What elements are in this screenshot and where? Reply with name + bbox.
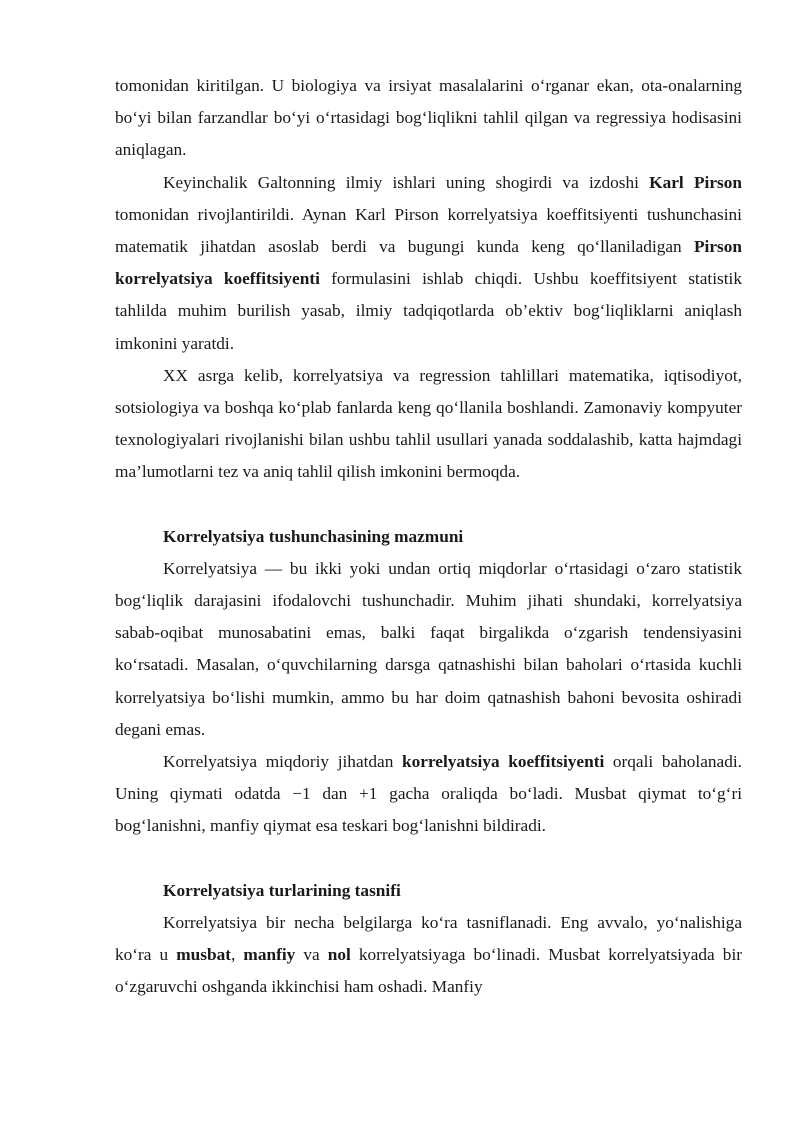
bold-term-pirson-coefficient: Pirson korrelyatsiya koeffitsiyenti: [115, 237, 742, 289]
bold-term-coefficient: korrelyatsiya koeffitsiyenti: [402, 752, 605, 772]
text-run: va: [295, 945, 328, 965]
bold-term-karl-pirson: Karl Pirson: [649, 172, 742, 192]
text-run: ,: [231, 945, 244, 965]
text-run: tomonidan rivojlantirildi. Aynan Karl Pirson korrelyatsiya koeffitsiyenti tushunchasini matematik jihatdan asoslab berdi va bugungi kunda keng qo‘llaniladigan: [115, 204, 742, 257]
section-heading-classification: Korrelyatsiya turlarining tasnifi: [163, 880, 401, 900]
text-run: formulasini ishlab chiqdi. Ushbu koeffitsiyent statistik tahlilda muhim burilish yasab, ilmiy tadqiqotlarda ob’ektiv bog‘liqliklarni aniqlash imkonini yaratdi.: [115, 269, 742, 353]
text-run: Keyinchalik Galtonning ilmiy ishlari uning shogirdi va izdoshi: [163, 172, 650, 192]
bold-term-positive: musbat: [176, 945, 232, 965]
paragraph-classification: [115, 907, 742, 1004]
text-run: orqali baholanadi. Uning qiymati odatda −1 dan +1 gacha oraliqda bo‘ladi. Musbat qiymat to‘g‘ri bog‘lanishni, manfiy qiymat esa teskari bog‘lanishni bildiradi.: [115, 752, 742, 836]
text-run: Korrelyatsiya bir necha belgilarga ko‘ra tasniflanadi. Eng avvalo, yo‘nalishiga ko‘ra u: [115, 912, 742, 965]
text-run: Korrelyatsiya miqdoriy jihatdan: [163, 752, 403, 772]
bold-term-negative: manfiy: [243, 945, 296, 965]
text-run: korrelyatsiyaga bo‘linadi. Musbat korrelyatsiyada bir o‘zgaruvchi oshganda ikkinchisi ham oshadi. Manfiy: [115, 945, 743, 997]
paragraph-galton-regression: tomonidan kiritilgan. U biologiya va irsiyat masalalarini o‘rganar ekan, ota-onalarning bo‘yi bilan farzandlar bo‘yi o‘rtasidagi bog‘liqlikni tahlil qilgan va regressiya hodisasini aniqlagan.: [115, 76, 742, 160]
paragraph-twentieth-century: XX asrga kelib, korrelyatsiya va regression tahlillari matematika, iqtisodiyot, sotsiologiya va boshqa ko‘plab fanlarda keng qo‘llanila boshlandi. Zamonaviy kompyuter texnologiyalari rivojlanishi bilan ushbu tahlil usullari yanada soddalashib, katta hajmdagi ma’lumotlarni tez va aniq tahlil qilish imkonini bermoqda.: [115, 365, 742, 482]
paragraph-karl-pirson: [115, 167, 742, 360]
bold-term-zero: nol: [327, 945, 351, 965]
paragraph-coefficient-range: [115, 746, 742, 843]
section-heading-concept: Korrelyatsiya tushunchasining mazmuni: [163, 526, 464, 546]
paragraph-correlation-definition: Korrelyatsiya — bu ikki yoki undan ortiq miqdorlar o‘rtasidagi o‘zaro statistik bog‘liqlik darajasini ifodalovchi tushunchadir. Muhim jihati shundaki, korrelyatsiya sabab-oqibat munosabatini emas, balki faqat birgalikda o‘zgarish tendensiyasini ko‘rsatadi. Masalan, o‘quvchilarning darsga qatnashishi bilan baholari o‘rtasida kuchli korrelyatsiya bo‘lishi mumkin, ammo bu har doim qatnashish bahoni bevosita oshiradi degani emas.: [115, 558, 742, 739]
